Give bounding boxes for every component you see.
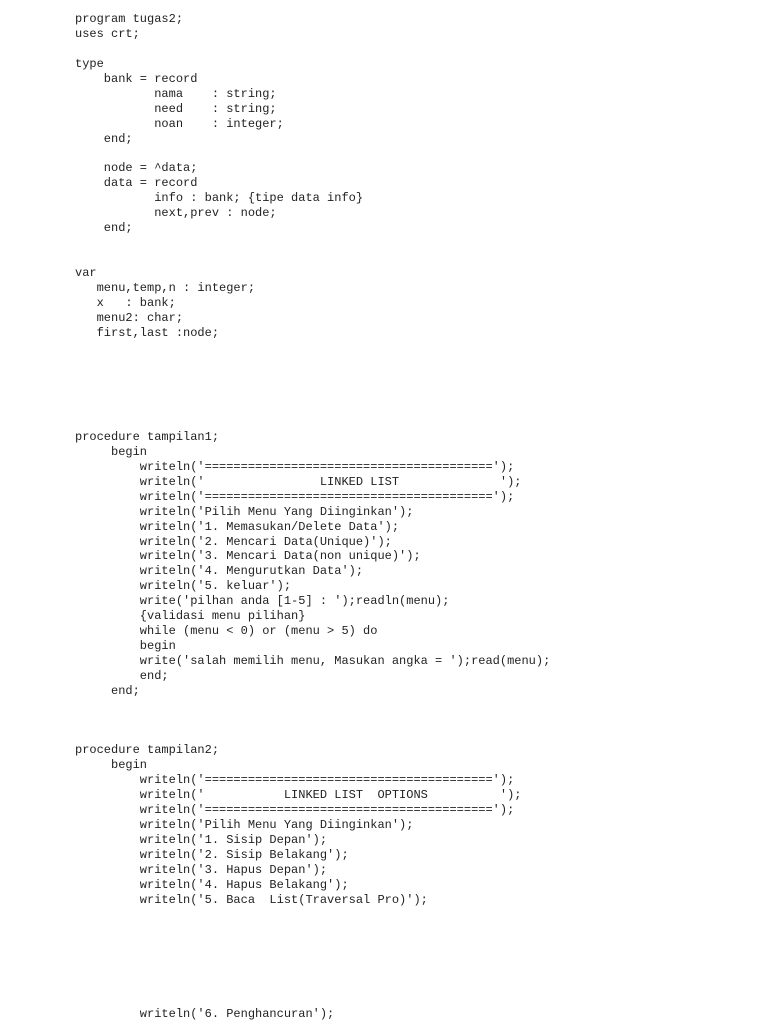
code-line: info : bank; {tipe data info} (75, 191, 364, 205)
code-line: need : string; (75, 102, 277, 116)
code-line: writeln('Pilih Menu Yang Diinginkan'); (75, 505, 414, 519)
code-line: writeln('========================================'); (75, 460, 515, 474)
code-line: menu,temp,n : integer; (75, 281, 256, 295)
code-line: var (75, 266, 97, 280)
code-line: type (75, 57, 104, 71)
code-line: while (menu < 0) or (menu > 5) do (75, 624, 378, 638)
code-line: end; (75, 132, 133, 146)
code-line: begin (75, 445, 148, 459)
code-line: uses crt; (75, 27, 140, 41)
code-line: write('salah memilih menu, Masukan angka = ');read(menu); (75, 654, 551, 668)
code-line: bank = record (75, 72, 198, 86)
code-line: nama : string; (75, 87, 277, 101)
code-line: writeln('6. Penghancuran'); (75, 1007, 335, 1021)
code-line: end; (75, 684, 140, 698)
code-line: writeln('1. Memasukan/Delete Data'); (75, 520, 400, 534)
code-line: procedure tampilan2; (75, 743, 220, 757)
code-line: writeln('3. Mencari Data(non unique)'); (75, 549, 421, 563)
code-line: writeln(' LINKED LIST OPTIONS '); (75, 788, 522, 802)
code-line: x : bank; (75, 296, 176, 310)
code-line: procedure tampilan1; (75, 430, 220, 444)
code-line: writeln('3. Hapus Depan'); (75, 863, 328, 877)
code-line: node = ^data; (75, 161, 198, 175)
code-line: writeln('5. Baca List(Traversal Pro)'); (75, 893, 428, 907)
code-line: program tugas2; (75, 12, 184, 26)
code-line: begin (75, 758, 148, 772)
code-line: writeln('2. Sisip Belakang'); (75, 848, 349, 862)
code-line: menu2: char; (75, 311, 184, 325)
code-line: writeln('4. Mengurutkan Data'); (75, 564, 364, 578)
code-line: writeln('5. keluar'); (75, 579, 292, 593)
code-line: writeln('Pilih Menu Yang Diinginkan'); (75, 818, 414, 832)
code-line: writeln('2. Mencari Data(Unique)'); (75, 535, 392, 549)
code-line: write('pilhan anda [1-5] : ');readln(menu); (75, 594, 450, 608)
code-line: writeln('4. Hapus Belakang'); (75, 878, 349, 892)
code-line: noan : integer; (75, 117, 284, 131)
code-line: writeln('========================================'); (75, 803, 515, 817)
code-line: first,last :node; (75, 326, 220, 340)
code-line: writeln('1. Sisip Depan'); (75, 833, 328, 847)
code-line: writeln('========================================'); (75, 773, 515, 787)
code-line: next,prev : node; (75, 206, 277, 220)
code-line: writeln('========================================'); (75, 490, 515, 504)
code-line: writeln(' LINKED LIST '); (75, 475, 522, 489)
code-line: end; (75, 669, 169, 683)
code-line: end; (75, 221, 133, 235)
code-line: {validasi menu pilihan} (75, 609, 306, 623)
code-line: data = record (75, 176, 198, 190)
code-line: begin (75, 639, 176, 653)
